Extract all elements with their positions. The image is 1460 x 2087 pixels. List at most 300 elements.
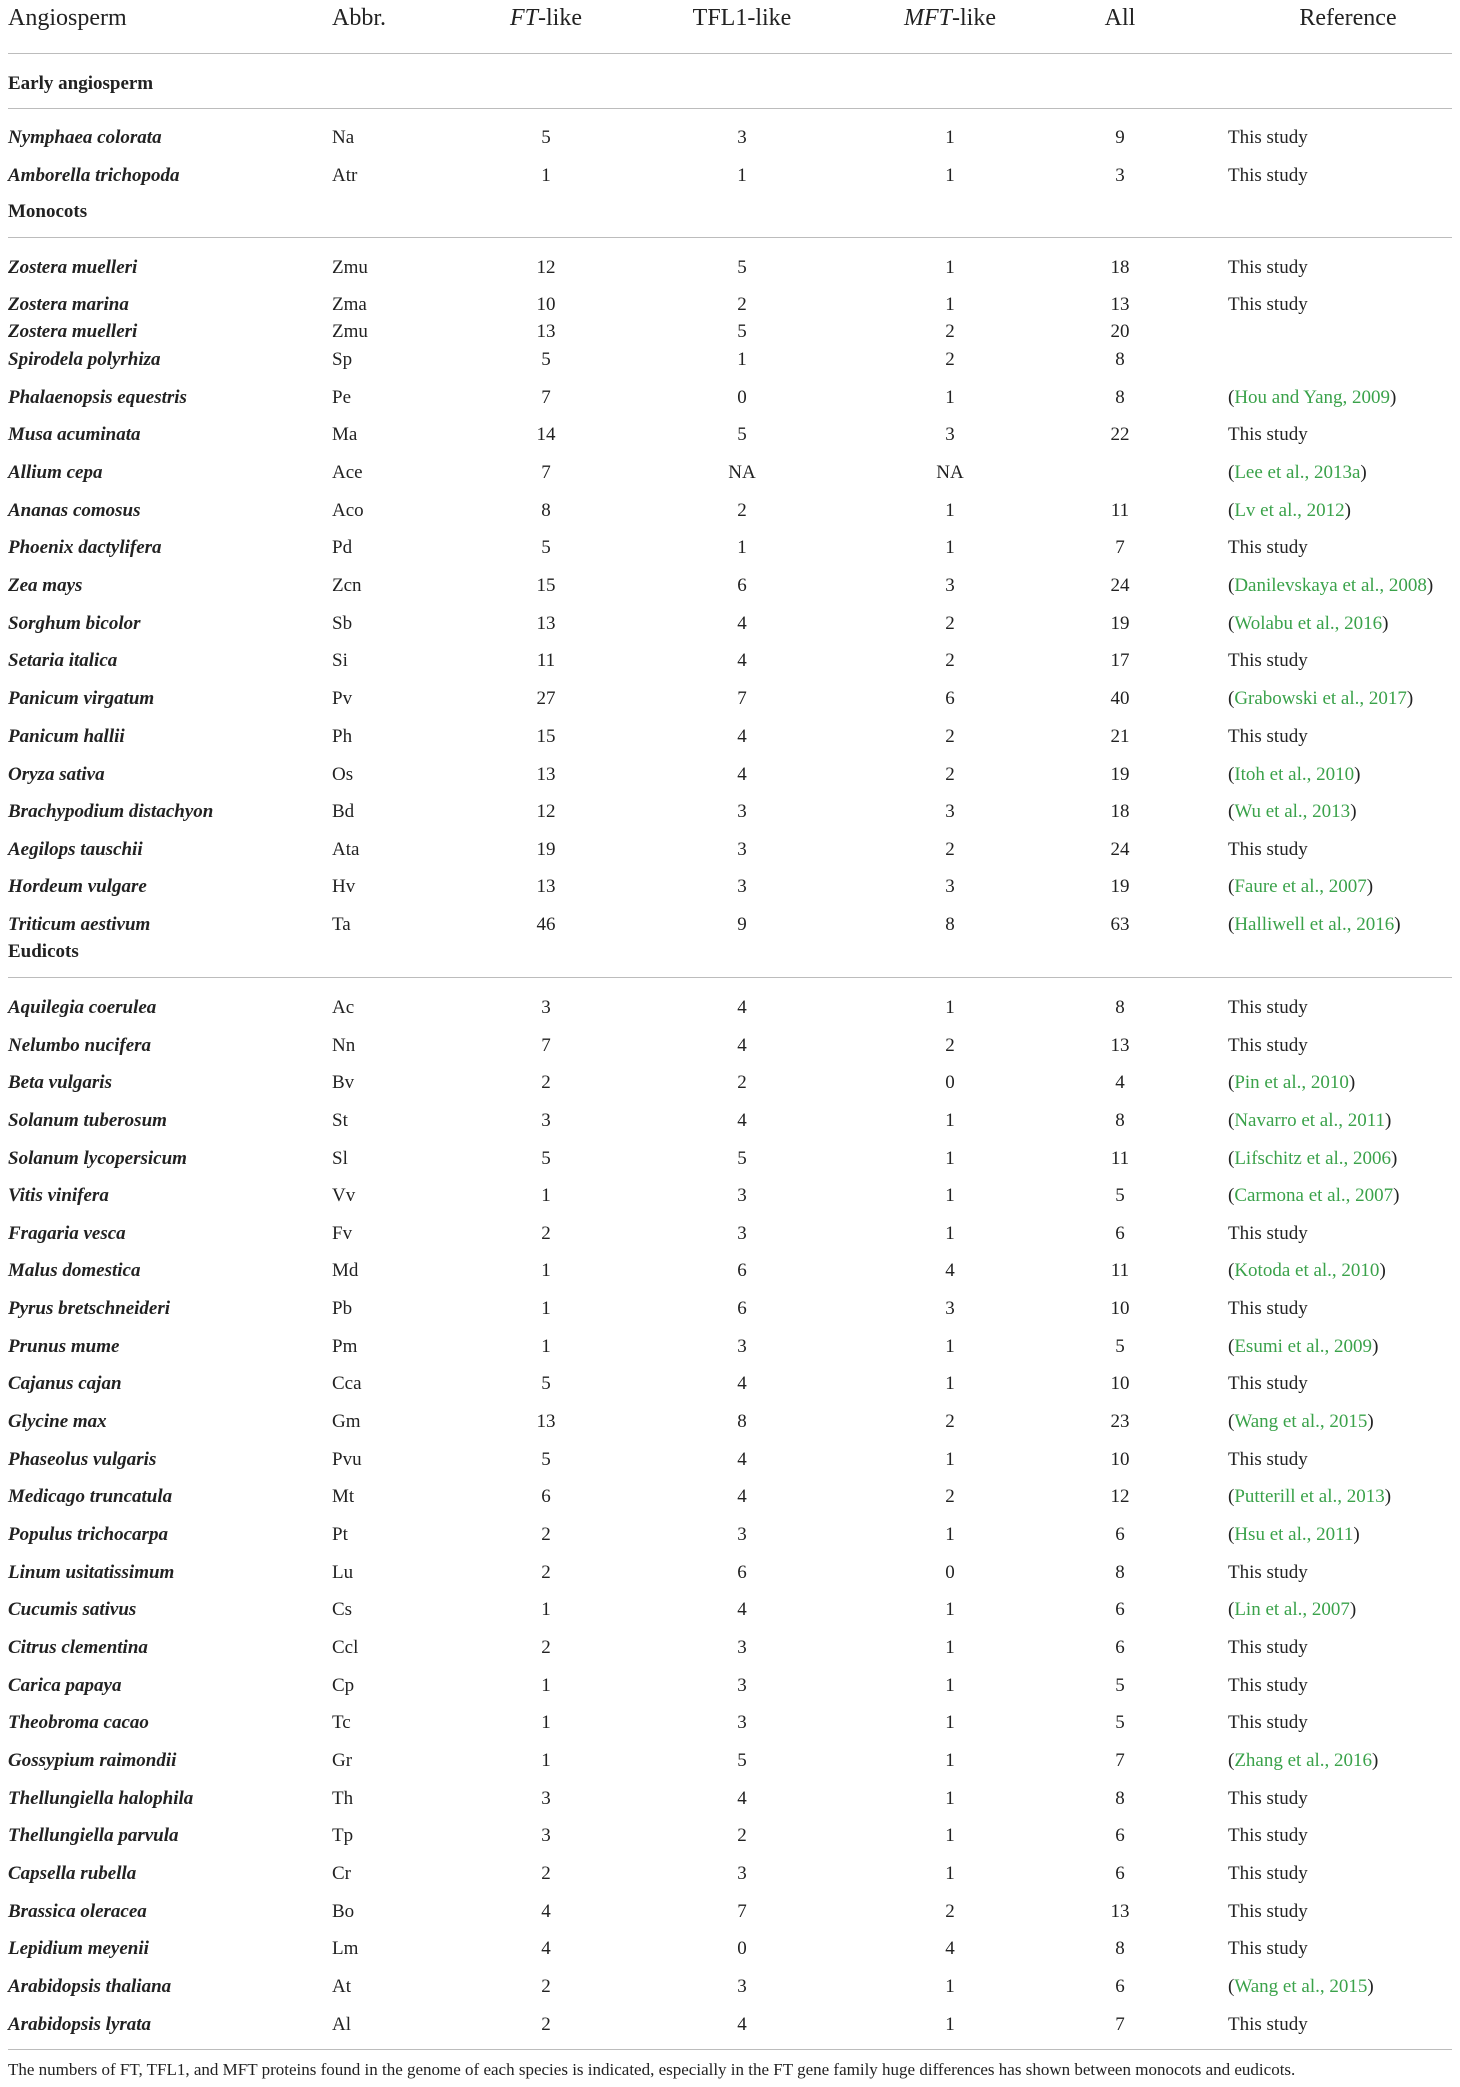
reference	[1228, 1482, 1391, 1512]
table-row	[8, 1445, 1452, 1475]
tfl1-like-count: 3	[737, 1976, 747, 1997]
mft-like-count: 1	[945, 1675, 955, 1696]
reference-open-paren: (	[1228, 1110, 1235, 1131]
total-count: 23	[1110, 1411, 1130, 1432]
mft-like-count: 1	[945, 1449, 955, 1470]
total-count: 19	[1110, 876, 1130, 897]
header-ft-suffix: -like	[538, 5, 582, 31]
species-name: Lepidium meyenii	[8, 1938, 149, 1959]
reference-close-paren: )	[1360, 462, 1367, 483]
abbreviation: Th	[332, 1788, 354, 1809]
mft-like-count: 1	[945, 127, 955, 148]
mft-like-count: 1	[945, 1825, 955, 1846]
reference	[1228, 420, 1308, 450]
total-count: 24	[1110, 839, 1130, 860]
mft-like-count: 1	[945, 1524, 955, 1545]
total-count: 5	[1115, 1336, 1125, 1357]
total-count: 10	[1110, 1298, 1130, 1319]
header-tfl1-like: TFL1-like	[692, 5, 792, 31]
total-count: 9	[1115, 127, 1125, 148]
tfl1-like-count: 4	[737, 2014, 747, 2035]
total-count: 5	[1115, 1185, 1125, 1206]
citation-link[interactable]: Wu et al., 2013	[1234, 801, 1351, 822]
reference-close-paren: )	[1366, 876, 1374, 897]
citation-link[interactable]: Lv et al., 2012	[1234, 500, 1345, 521]
total-count: 20	[1110, 321, 1130, 342]
table-row	[8, 1671, 1452, 1701]
tfl1-like-count: 6	[737, 1298, 747, 1319]
ft-like-count: 13	[536, 613, 556, 634]
reference	[1228, 910, 1401, 940]
species-name: Aquilegia coerulea	[8, 997, 157, 1018]
abbreviation: Pd	[332, 537, 353, 558]
species-name: Nymphaea colorata	[8, 127, 162, 148]
table-row	[8, 797, 1452, 827]
mft-like-count: 0	[945, 1562, 955, 1583]
header-all: All	[1104, 5, 1136, 31]
total-count: 11	[1110, 500, 1130, 521]
tfl1-like-count: 5	[737, 321, 747, 342]
mft-like-count: 1	[945, 1750, 955, 1771]
total-count: 12	[1110, 1486, 1130, 1507]
species-name: Thellungiella parvula	[8, 1825, 179, 1846]
abbreviation: Gm	[332, 1411, 361, 1432]
citation-link[interactable]: Halliwell et al., 2016	[1234, 914, 1395, 935]
ft-like-count: 12	[536, 257, 556, 278]
reference-text: This study	[1228, 726, 1308, 747]
mft-like-count: 3	[945, 424, 955, 445]
ft-like-count: 7	[541, 462, 551, 483]
ft-like-count: 27	[536, 688, 556, 709]
reference-text: This study	[1228, 424, 1308, 445]
abbreviation: Zmu	[332, 257, 368, 278]
species-name: Glycine max	[8, 1411, 107, 1432]
citation-link[interactable]: Zhang et al., 2016	[1234, 1750, 1373, 1771]
tfl1-like-count: 4	[737, 1373, 747, 1394]
total-count: 4	[1115, 1072, 1125, 1093]
table-row	[8, 1031, 1452, 1061]
total-count: 22	[1110, 424, 1130, 445]
reference	[1228, 496, 1351, 526]
tfl1-like-count: 3	[737, 839, 747, 860]
reference-open-paren: (	[1228, 1750, 1235, 1771]
group-title: Early angiosperm	[8, 73, 154, 94]
reference-open-paren: (	[1228, 387, 1235, 408]
reference-text: This study	[1228, 839, 1308, 860]
abbreviation: Ma	[332, 424, 358, 445]
table-row	[8, 1746, 1452, 1776]
reference-text: This study	[1228, 1637, 1308, 1658]
citation-link[interactable]: Lifschitz et al., 2006	[1234, 1148, 1392, 1169]
ft-like-count: 14	[536, 424, 556, 445]
citation-link[interactable]: Carmona et al., 2007	[1234, 1185, 1394, 1206]
tfl1-like-count: 5	[737, 1750, 747, 1771]
tfl1-like-count: 3	[737, 1336, 747, 1357]
abbreviation: Gr	[332, 1750, 353, 1771]
reference-close-paren: )	[1350, 801, 1357, 822]
species-name: Zea mays	[8, 575, 83, 596]
tfl1-like-count: 7	[737, 688, 747, 709]
tfl1-like-count: 4	[737, 1110, 747, 1131]
species-name: Thellungiella halophila	[8, 1788, 194, 1809]
citation-link[interactable]: Danilevskaya et al., 2008	[1234, 575, 1427, 596]
tfl1-like-count: 0	[737, 1938, 747, 1959]
reference-open-paren: (	[1228, 1260, 1235, 1281]
total-count: 21	[1110, 726, 1130, 747]
reference-close-paren: )	[1367, 1411, 1374, 1432]
citation-link[interactable]: Grabowski et al., 2017	[1234, 688, 1407, 709]
total-count: 40	[1110, 688, 1130, 709]
total-count: 6	[1115, 1524, 1125, 1545]
reference-close-paren: )	[1393, 1185, 1400, 1206]
ft-like-count: 15	[536, 575, 556, 596]
reference	[1228, 1294, 1308, 1324]
reference	[1228, 646, 1308, 676]
ft-like-count: 1	[541, 1712, 551, 1733]
ft-like-count: 12	[536, 801, 556, 822]
reference	[1228, 1595, 1356, 1625]
tfl1-like-count: 4	[737, 1449, 747, 1470]
citation-link[interactable]: Esumi et al., 2009	[1234, 1336, 1373, 1357]
total-count: 6	[1115, 1223, 1125, 1244]
mft-like-count: 2	[945, 650, 955, 671]
total-count: 7	[1115, 537, 1125, 558]
ft-like-count: 46	[536, 914, 556, 935]
table-rule	[8, 977, 1452, 978]
table-row	[8, 496, 1452, 526]
reference-text: This study	[1228, 1223, 1308, 1244]
reference	[1228, 1407, 1374, 1437]
citation-link[interactable]: Pin et al., 2010	[1234, 1072, 1349, 1093]
reference	[1228, 1520, 1360, 1550]
reference-open-paren: (	[1228, 1072, 1235, 1093]
mft-like-count: 1	[945, 1863, 955, 1884]
reference	[1228, 1256, 1386, 1286]
abbreviation: Cca	[332, 1373, 362, 1394]
species-name: Linum usitatissimum	[8, 1562, 175, 1583]
reference-close-paren: )	[1354, 764, 1361, 785]
reference-close-paren: )	[1406, 688, 1414, 709]
reference	[1228, 1332, 1378, 1362]
table-row	[8, 646, 1452, 676]
table-row	[8, 1294, 1452, 1324]
mft-like-count: 2	[945, 1411, 955, 1432]
reference	[1228, 1671, 1308, 1701]
table-row	[8, 1332, 1452, 1362]
species-name: Theobroma cacao	[8, 1712, 149, 1733]
total-count: 6	[1115, 1976, 1125, 1997]
reference-text: This study	[1228, 165, 1308, 186]
tfl1-like-count: 2	[737, 294, 747, 315]
species-name: Triticum aestivum	[8, 914, 151, 935]
tfl1-like-count: 0	[737, 387, 747, 408]
reference	[1228, 571, 1433, 601]
total-count: 11	[1110, 1260, 1130, 1281]
reference	[1228, 797, 1357, 827]
reference-close-paren: )	[1367, 1976, 1374, 1997]
abbreviation: Cs	[332, 1599, 353, 1620]
ft-like-count: 7	[541, 1035, 551, 1056]
mft-like-count: 2	[945, 613, 955, 634]
header-ft-like	[446, 0, 646, 37]
citation-link[interactable]: Navarro et al., 2011	[1234, 1110, 1386, 1131]
reference-text: This study	[1228, 1373, 1308, 1394]
abbreviation: Nn	[332, 1035, 356, 1056]
abbreviation: Zmu	[332, 321, 368, 342]
total-count: 8	[1115, 349, 1125, 370]
ft-like-count: 4	[541, 1901, 551, 1922]
table-row	[8, 1144, 1452, 1174]
table-row	[8, 1708, 1452, 1738]
species-name: Spirodela polyrhiza	[8, 349, 161, 370]
reference	[1228, 609, 1388, 639]
total-count: 19	[1110, 613, 1130, 634]
ft-like-count: 2	[541, 1223, 551, 1244]
mft-like-count: 0	[945, 1072, 955, 1093]
total-count: 10	[1110, 1449, 1130, 1470]
reference-close-paren: )	[1344, 500, 1351, 521]
tfl1-like-count: 1	[737, 537, 747, 558]
reference	[1228, 1746, 1378, 1776]
reference	[1228, 1859, 1308, 1889]
table-row	[8, 609, 1452, 639]
table-row	[8, 835, 1452, 865]
abbreviation: Pv	[332, 688, 353, 709]
mft-like-count: 1	[945, 1788, 955, 1809]
species-name: Hordeum vulgare	[8, 876, 147, 897]
species-name: Oryza sativa	[8, 764, 105, 785]
table-row	[8, 420, 1452, 450]
species-name: Phalaenopsis equestris	[8, 387, 187, 408]
citation-link[interactable]: Lin et al., 2007	[1234, 1599, 1350, 1620]
citation-link[interactable]: Wolabu et al., 2016	[1234, 613, 1383, 634]
reference	[1228, 2010, 1308, 2040]
ft-like-count: 1	[541, 1298, 551, 1319]
abbreviation: Cr	[332, 1863, 351, 1884]
ft-like-count: 1	[541, 1750, 551, 1771]
abbreviation: Ace	[332, 462, 363, 483]
mft-like-count: 1	[945, 1712, 955, 1733]
tfl1-like-count: 5	[737, 424, 747, 445]
abbreviation: Pvu	[332, 1449, 362, 1470]
reference-text: This study	[1228, 1298, 1308, 1319]
tfl1-like-count: 3	[737, 1863, 747, 1884]
total-count: 7	[1115, 1750, 1125, 1771]
citation-link[interactable]: Lee et al., 2013a	[1234, 462, 1361, 483]
reference-close-paren: )	[1385, 1110, 1392, 1131]
total-count: 8	[1115, 387, 1125, 408]
total-count: 6	[1115, 1637, 1125, 1658]
reference-open-paren: (	[1228, 801, 1235, 822]
total-count: 19	[1110, 764, 1130, 785]
reference	[1228, 1181, 1399, 1211]
species-name: Solanum lycopersicum	[8, 1148, 187, 1169]
species-name: Vitis vinifera	[8, 1185, 109, 1206]
reference	[1228, 383, 1396, 413]
species-name: Phoenix dactylifera	[8, 537, 162, 558]
tfl1-like-count: 2	[737, 1825, 747, 1846]
mft-like-count: 3	[945, 876, 955, 897]
reference-close-paren: )	[1348, 1072, 1356, 1093]
abbreviation: Md	[332, 1260, 359, 1281]
total-count: 6	[1115, 1863, 1125, 1884]
ft-like-count: 5	[541, 1449, 551, 1470]
citation-link[interactable]: Wang et al., 2015	[1234, 1411, 1368, 1432]
reference-open-paren: (	[1228, 764, 1235, 785]
abbreviation: At	[332, 1976, 351, 1997]
citation-link[interactable]: Hsu et al., 2011	[1234, 1524, 1354, 1545]
reference-close-paren: )	[1426, 575, 1434, 596]
species-name: Arabidopsis lyrata	[8, 2014, 152, 2035]
reference-text: This study	[1228, 294, 1308, 315]
species-name: Citrus clementina	[8, 1637, 148, 1658]
tfl1-like-count: 6	[737, 1562, 747, 1583]
reference-text: This study	[1228, 997, 1308, 1018]
reference-open-paren: (	[1228, 688, 1235, 709]
species-name: Phaseolus vulgaris	[8, 1449, 157, 1470]
reference-text: This study	[1228, 1035, 1308, 1056]
table-footnote: The numbers of FT, TFL1, and MFT proteins found in the genome of each species is indicated, especially in the FT gene family huge differences has shown between monocots and eudicots.	[8, 2060, 1296, 2079]
mft-like-count: 1	[945, 1373, 955, 1394]
tfl1-like-count: 3	[737, 801, 747, 822]
tfl1-like-count: 3	[737, 1637, 747, 1658]
reference	[1228, 722, 1308, 752]
table-row	[8, 722, 1452, 752]
table-row	[8, 1859, 1452, 1889]
mft-like-count: 1	[945, 2014, 955, 2035]
table-row	[8, 1633, 1452, 1663]
species-name: Brassica oleracea	[8, 1901, 147, 1922]
mft-like-count: 2	[945, 1901, 955, 1922]
abbreviation: Fv	[332, 1223, 353, 1244]
citation-link[interactable]: Faure et al., 2007	[1234, 876, 1367, 897]
abbreviation: Bd	[332, 801, 355, 822]
mft-like-count: 2	[945, 321, 955, 342]
table-row	[8, 290, 1452, 320]
total-count: 13	[1110, 1035, 1130, 1056]
header-mft-gene: MFT	[904, 5, 952, 31]
citation-link[interactable]: Kotoda et al., 2010	[1234, 1260, 1380, 1281]
mft-like-count: 4	[945, 1260, 955, 1281]
reference-text: This study	[1228, 1675, 1308, 1696]
tfl1-like-count: 3	[737, 876, 747, 897]
reference-text: This study	[1228, 1562, 1308, 1583]
species-name: Nelumbo nucifera	[8, 1035, 152, 1056]
reference	[1228, 1445, 1308, 1475]
reference-text: This study	[1228, 127, 1308, 148]
tfl1-like-count: 4	[737, 1035, 747, 1056]
species-name: Carica papaya	[8, 1675, 122, 1696]
abbreviation: Tc	[332, 1712, 351, 1733]
table-rule	[8, 53, 1452, 54]
table-row	[8, 1972, 1452, 2002]
reference-text: This study	[1228, 1825, 1308, 1846]
ft-like-count: 2	[541, 2014, 551, 2035]
reference-text: This study	[1228, 537, 1308, 558]
mft-like-count: 8	[945, 914, 955, 935]
tfl1-like-count: 4	[737, 726, 747, 747]
reference-close-paren: )	[1382, 613, 1389, 634]
abbreviation: Lm	[332, 1938, 359, 1959]
total-count: 13	[1110, 294, 1130, 315]
tfl1-like-count: 2	[737, 1072, 747, 1093]
species-name: Musa acuminata	[8, 424, 141, 445]
species-name: Sorghum bicolor	[8, 613, 141, 634]
ft-like-count: 3	[541, 1110, 551, 1131]
total-count: 6	[1115, 1825, 1125, 1846]
mft-like-count: 1	[945, 1148, 955, 1169]
mft-like-count: 1	[945, 1110, 955, 1131]
reference-text: This study	[1228, 2014, 1308, 2035]
abbreviation: Cp	[332, 1675, 355, 1696]
ft-like-count: 19	[536, 839, 556, 860]
reference	[1228, 760, 1360, 790]
tfl1-like-count: NA	[728, 462, 756, 483]
tfl1-like-count: 6	[737, 575, 747, 596]
mft-like-count: 2	[945, 1035, 955, 1056]
total-count: 8	[1115, 1562, 1125, 1583]
species-name: Populus trichocarpa	[8, 1524, 168, 1545]
reference-open-paren: (	[1228, 914, 1235, 935]
mft-like-count: 3	[945, 575, 955, 596]
table-row	[8, 1407, 1452, 1437]
species-name: Zostera muelleri	[8, 321, 138, 342]
citation-link[interactable]: Putterill et al., 2013	[1234, 1486, 1385, 1507]
total-count: 5	[1115, 1675, 1125, 1696]
abbreviation: Pb	[332, 1298, 353, 1319]
reference	[1228, 1972, 1374, 2002]
abbreviation: Ata	[332, 839, 360, 860]
mft-like-count: 4	[945, 1938, 955, 1959]
species-name: Beta vulgaris	[8, 1072, 112, 1093]
citation-link[interactable]: Hou and Yang, 2009	[1234, 387, 1391, 408]
reference	[1228, 123, 1308, 153]
tfl1-like-count: 6	[737, 1260, 747, 1281]
total-count: 24	[1110, 575, 1130, 596]
mft-like-count: 6	[945, 688, 955, 709]
reference-open-paren: (	[1228, 1336, 1235, 1357]
mft-like-count: 1	[945, 1185, 955, 1206]
mft-like-count: 1	[945, 1599, 955, 1620]
reference-open-paren: (	[1228, 1411, 1235, 1432]
tfl1-like-count: 3	[737, 127, 747, 148]
ft-like-count: 2	[541, 1637, 551, 1658]
abbreviation: Os	[332, 764, 354, 785]
abbreviation: Ph	[332, 726, 353, 747]
abbreviation: Pt	[332, 1524, 348, 1545]
mft-like-count: 1	[945, 1223, 955, 1244]
species-name: Fragaria vesca	[8, 1223, 126, 1244]
reference-close-paren: )	[1372, 1336, 1379, 1357]
ft-like-count: 2	[541, 1863, 551, 1884]
abbreviation: Vv	[332, 1185, 356, 1206]
abbreviation: Sl	[332, 1148, 348, 1169]
mft-like-count: 1	[945, 537, 955, 558]
reference-open-paren: (	[1228, 613, 1235, 634]
reference-open-paren: (	[1228, 1524, 1235, 1545]
mft-like-count: 2	[945, 839, 955, 860]
citation-link[interactable]: Itoh et al., 2010	[1234, 764, 1355, 785]
reference-text: This study	[1228, 1901, 1308, 1922]
species-name: Amborella trichopoda	[8, 165, 180, 186]
reference-open-paren: (	[1228, 876, 1235, 897]
total-count: 11	[1110, 1148, 1130, 1169]
table-row	[8, 317, 1452, 347]
citation-link[interactable]: Wang et al., 2015	[1234, 1976, 1368, 1997]
total-count: 8	[1115, 997, 1125, 1018]
abbreviation: Na	[332, 127, 355, 148]
tfl1-like-count: 3	[737, 1524, 747, 1545]
